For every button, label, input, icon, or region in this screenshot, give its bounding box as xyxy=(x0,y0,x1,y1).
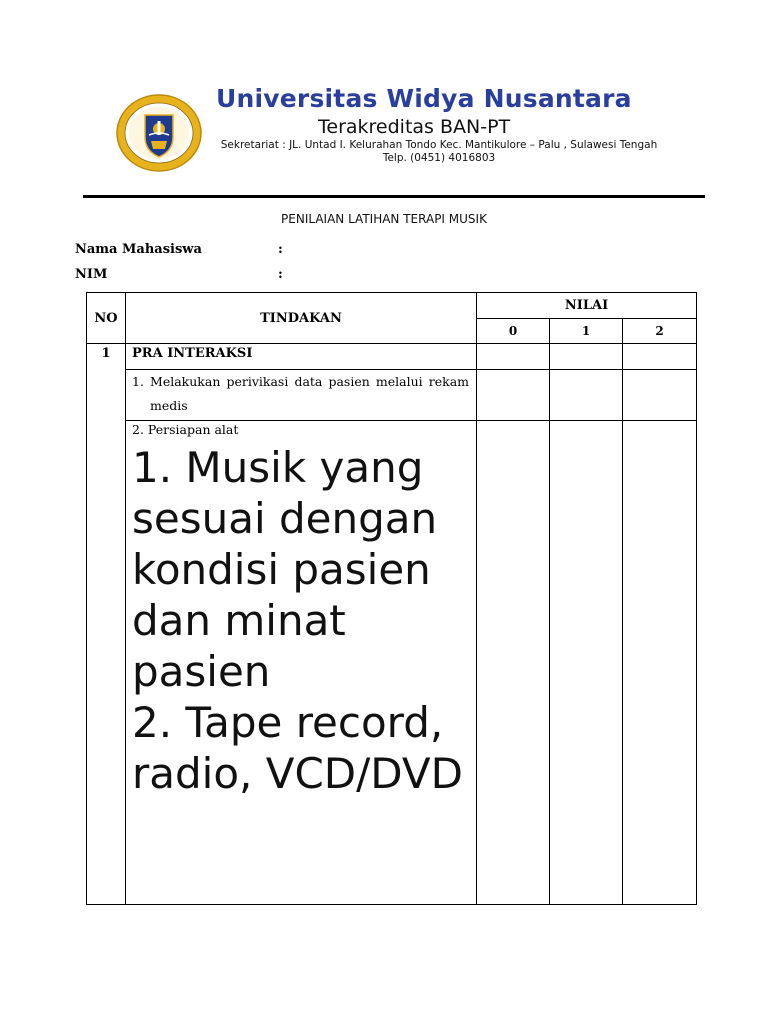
score-cell xyxy=(550,421,623,905)
score-cell xyxy=(623,421,697,905)
row-number: 1 xyxy=(87,344,126,905)
header-nilai: NILAI xyxy=(477,293,697,319)
score-cell xyxy=(623,370,697,421)
address-text: Sekretariat : JL. Untad I. Kelurahan Tondo Kec. Mantikulore – Palu , Sulawesi Tengah xyxy=(220,139,658,151)
score-cell xyxy=(477,344,550,370)
equipment-item-1: 1. Musik yang sesuai dengan kondisi pasien dan minat pasien xyxy=(132,443,438,696)
header-tindakan: TINDAKAN xyxy=(126,293,477,344)
equipment-item-2: 2. Tape record, radio, VCD/DVD xyxy=(132,698,463,798)
document-title: PENILAIAN LATIHAN TERAPI MUSIK xyxy=(281,212,487,226)
score-col-1: 1 xyxy=(550,319,623,344)
field-colon-nama: : xyxy=(278,242,283,257)
field-label-nim: NIM xyxy=(75,267,108,282)
address-block xyxy=(214,139,664,164)
action-item-2-title: 2. Persiapan alat xyxy=(132,422,239,437)
header-no: NO xyxy=(87,293,126,344)
action-item-1 xyxy=(126,370,477,421)
action-item-2 xyxy=(126,421,477,905)
university-name: Universitas Widya Nusantara xyxy=(216,84,632,113)
score-cell xyxy=(623,344,697,370)
score-cell xyxy=(550,344,623,370)
score-col-0: 0 xyxy=(477,319,550,344)
phone-text: Telp. (0451) 4016803 xyxy=(382,151,496,164)
section-title: PRA INTERAKSI xyxy=(126,344,477,370)
score-cell xyxy=(477,421,550,905)
assessment-table xyxy=(86,292,697,905)
score-cell xyxy=(477,370,550,421)
field-colon-nim: : xyxy=(278,267,283,282)
score-cell xyxy=(550,370,623,421)
accreditation-text: Terakreditas BAN-PT xyxy=(318,116,511,138)
header-divider xyxy=(83,195,705,198)
score-col-2: 2 xyxy=(623,319,697,344)
university-logo xyxy=(115,93,203,173)
equipment-list xyxy=(126,442,476,799)
field-label-nama: Nama Mahasiswa xyxy=(75,242,202,257)
action-item-1-text: 1. Melakukan perivikasi data pasien melalui rekam medis xyxy=(132,374,469,413)
